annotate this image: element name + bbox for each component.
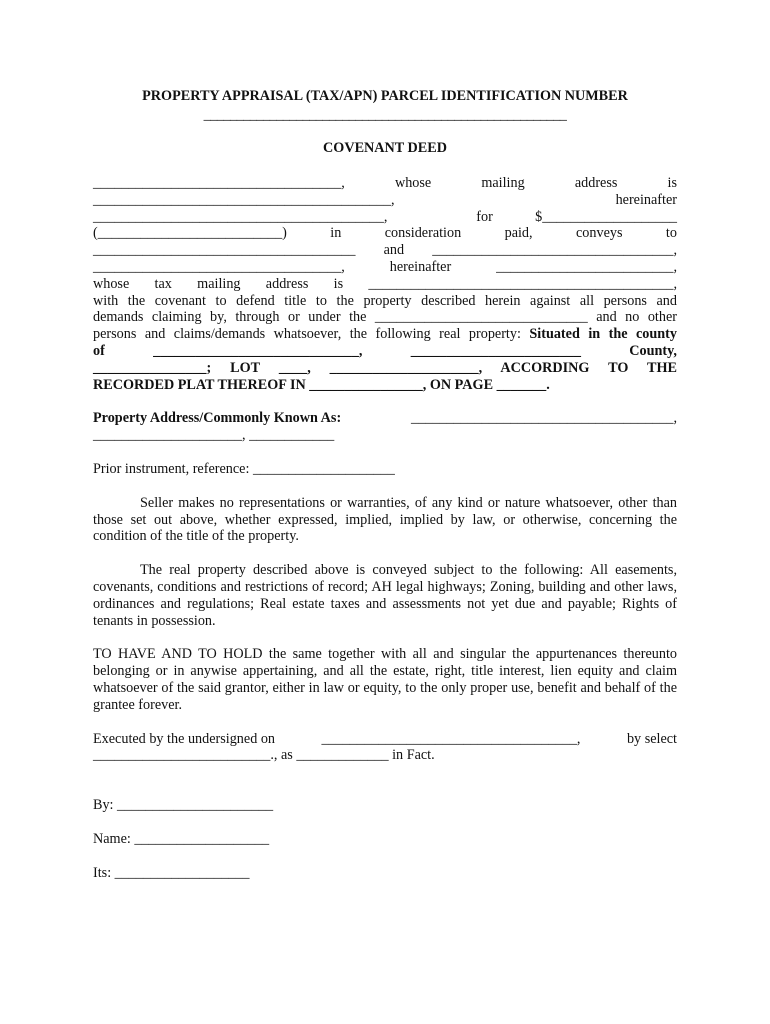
executed-text: by select [626, 730, 677, 747]
situated-label: Situated in the county [529, 326, 678, 343]
grantor-address-blank: __________________________________________, [93, 191, 395, 208]
intro-word: of [93, 342, 105, 359]
executed-line-1 [93, 731, 677, 748]
intro-line-10 [93, 326, 677, 343]
property-address-label: Property Address/Commonly Known As: [93, 410, 342, 427]
intro-word: paid, [504, 225, 533, 242]
intro-word: and [383, 242, 405, 259]
intro-word: conveys [575, 225, 623, 242]
document-title: COVENANT DEED [323, 140, 447, 156]
intro-text: persons and claims/demands whatsoever, the following real property: [93, 326, 530, 343]
executed-text: Executed by the undersigned on [93, 730, 276, 747]
seller-disclaimer-paragraph: Seller makes no representations or warranties, of any kind or nature whatsoever, other than those set out above, whether expressed, implied, implied by law, or otherwise, concerning the condition of the title of the property. [93, 494, 677, 545]
grantor-blank: ___________________________________, [93, 175, 345, 191]
county-blank: _____________________________, [153, 342, 363, 359]
intro-line-5 [93, 242, 677, 259]
parcel-id-blank: _______________________________________________________ [203, 107, 567, 123]
property-address-line [93, 410, 677, 427]
intro-line-3 [93, 209, 677, 226]
intro-word: in [330, 225, 342, 242]
grantor-designation-blank: _________________________________________, [93, 208, 388, 225]
executed-line-2: _________________________., as _____________ in Fact. [93, 747, 435, 764]
intro-line-2 [93, 192, 677, 209]
intro-line-6 [93, 259, 677, 276]
prior-instrument-line: Prior instrument, reference: ____________________ [93, 460, 395, 477]
intro-line-13: RECORDED PLAT THEREOF IN ________________, ON PAGE _______. [93, 376, 550, 393]
habendum-paragraph: TO HAVE AND TO HOLD the same together with all and singular the appurtenances thereunto belonging or in anywise appertaining, and all the estate, right, title interest, lien equity and claim whatsoever of the said grantor, either in law or equity, to the only proper use, benefit and behalf of the grantee forever. [93, 646, 677, 713]
grantee-blank: _____________________________________ [93, 242, 356, 259]
intro-line-12: ________________; LOT ____, _____________________, ACCORDING TO THE [93, 359, 677, 376]
intro-word: whose [394, 175, 432, 191]
grantee-designation-blank: _________________________, [496, 258, 677, 275]
intro-word: address [574, 175, 618, 191]
consideration-words-blank: (__________________________) [93, 225, 287, 242]
intro-word: mailing [481, 175, 525, 191]
grantee-blank: __________________________________, [432, 242, 677, 259]
signature-its-line: Its: ___________________ [93, 864, 250, 881]
intro-word: hereinafter [389, 258, 452, 275]
property-address-blank: _____________________________________, [410, 410, 677, 427]
intro-word: County, [629, 342, 677, 359]
signature-name-line: Name: ___________________ [93, 830, 270, 847]
deed-page [93, 88, 677, 882]
intro-line-1 [93, 175, 677, 192]
intro-line-11 [93, 343, 677, 360]
county-blank: ________________________ [410, 342, 581, 359]
consideration-amount-blank: $___________________ [535, 208, 677, 225]
intro-block [93, 175, 677, 393]
grantee-address-blank: ___________________________________, [93, 258, 345, 275]
intro-word: is [667, 175, 677, 191]
intro-line-8: with the covenant to defend title to the property described herein against all persons and [93, 292, 677, 309]
intro-word: to [665, 225, 677, 242]
property-address-line-2: _____________________, ____________ [93, 427, 335, 444]
intro-line-7: whose tax mailing address is ___________________________________________, [93, 275, 677, 292]
execution-date-blank: ____________________________________, [321, 730, 581, 747]
intro-line-9: demands claiming by, through or under the ______________________________ and no other [93, 309, 677, 326]
intro-word: consideration [384, 225, 462, 242]
intro-word: for [476, 208, 493, 225]
intro-line-4 [93, 225, 677, 242]
subject-to-paragraph: The real property described above is conveyed subject to the following: All easements, covenants, conditions and restrictions of record; AH legal highways; Zoning, building and other laws, ordinances and regulations; Real estate taxes and assessments not yet due and payable; Rights of tenants in possession. [93, 562, 677, 629]
signature-by-line: By: ______________________ [93, 797, 274, 814]
intro-word: hereinafter [615, 191, 677, 208]
parcel-id-title: PROPERTY APPRAISAL (TAX/APN) PARCEL IDENTIFICATION NUMBER [142, 88, 628, 104]
